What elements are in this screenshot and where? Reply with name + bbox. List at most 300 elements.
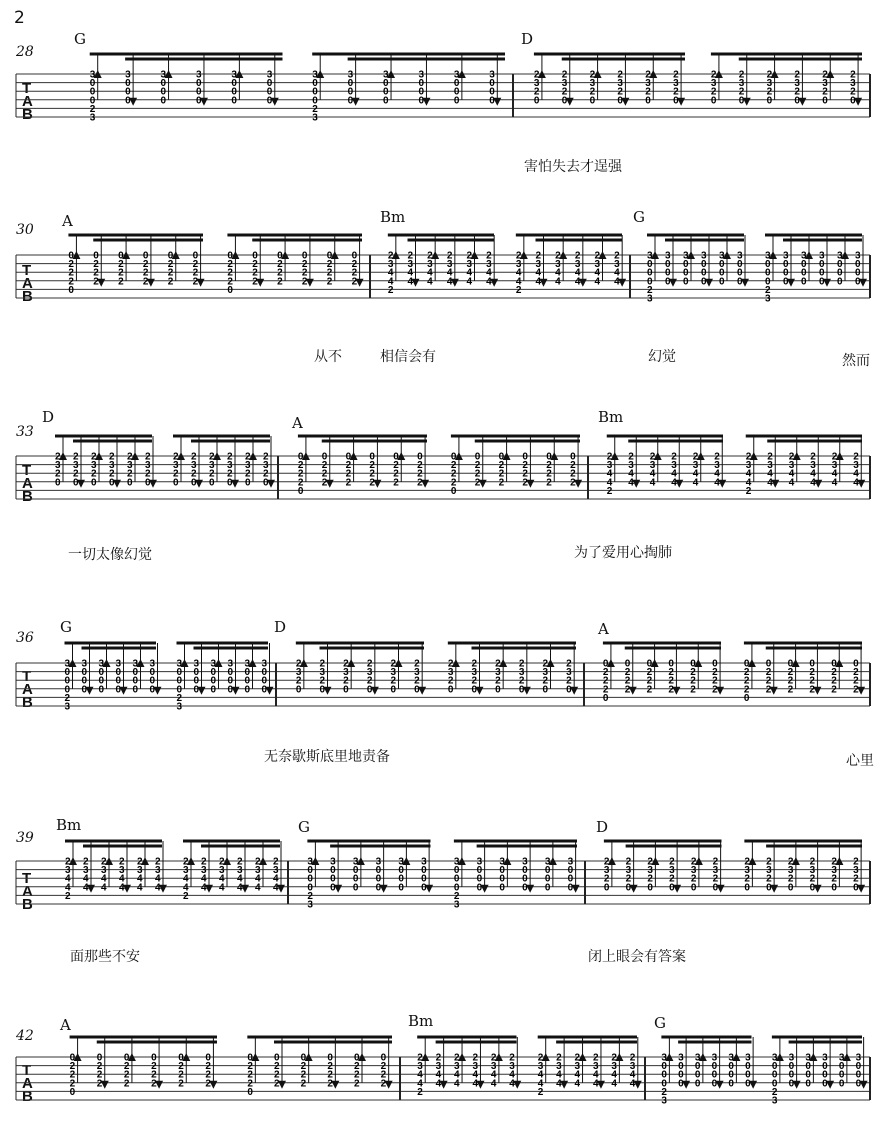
fret-number: 3: [629, 1061, 636, 1073]
fret-number: 4: [387, 276, 394, 288]
fret-number: 0: [167, 250, 174, 262]
fret-number: 0: [743, 692, 750, 704]
fret-number: 0: [476, 873, 483, 885]
fret-number: 4: [490, 1078, 497, 1090]
fret-number: 3: [647, 293, 653, 305]
fret-number: 3: [855, 1052, 862, 1064]
fret-number: 0: [745, 1078, 751, 1090]
fret-number: 0: [231, 86, 237, 98]
fret-number: 2: [137, 856, 143, 868]
fret-number: 3: [805, 1052, 811, 1064]
fret-number: 2: [765, 675, 772, 687]
fret-number: 2: [745, 451, 752, 463]
fret-number: 0: [518, 684, 525, 696]
fret-number: 0: [297, 451, 304, 463]
fret-number: 2: [624, 675, 631, 687]
fret-number: 2: [647, 873, 653, 885]
fret-number: 3: [788, 1052, 795, 1064]
fret-number: 0: [765, 267, 771, 279]
fret-number: 0: [712, 882, 719, 894]
fret-number: 0: [546, 451, 552, 463]
chord-name: A: [62, 212, 73, 230]
fret-number: 4: [810, 477, 816, 489]
fret-number: 3: [683, 250, 689, 262]
fret-number: 0: [209, 477, 215, 489]
fret-number: 4: [649, 468, 656, 480]
fret-number: 2: [297, 468, 304, 480]
fret-number: 2: [277, 259, 283, 271]
fret-number: 2: [831, 675, 837, 687]
fret-number: 0: [64, 675, 71, 687]
fret-number: 3: [237, 865, 243, 877]
fret-number: 3: [794, 78, 800, 90]
fret-number: 3: [273, 865, 279, 877]
fret-number: 2: [495, 675, 501, 687]
fret-number: 4: [810, 468, 816, 480]
fret-number: 0: [301, 250, 308, 262]
fret-number: 2: [787, 873, 794, 885]
fret-number: 0: [210, 675, 217, 687]
fret-number: 2: [55, 468, 61, 480]
fret-number: 0: [244, 684, 251, 696]
fret-number: 3: [694, 1052, 701, 1064]
fret-number: 2: [617, 69, 623, 81]
fret-number: 2: [295, 675, 302, 687]
fret-number: 4: [219, 873, 225, 885]
fret-number: 0: [352, 882, 359, 894]
fret-number: 3: [701, 250, 707, 262]
fret-number: 3: [89, 112, 96, 124]
fret-number: 0: [231, 95, 237, 107]
fret-number: 4: [628, 477, 634, 489]
fret-number: 2: [89, 103, 96, 115]
chord-name: Bm: [598, 408, 624, 426]
fret-number: 0: [132, 684, 139, 696]
fret-number: 0: [312, 78, 318, 90]
fret-number: 0: [55, 477, 61, 489]
fret-number: 2: [369, 477, 375, 489]
fret-number: 4: [237, 873, 243, 885]
fret-number: 2: [671, 451, 677, 463]
fret-number: 2: [561, 86, 568, 98]
fret-number: 2: [515, 284, 522, 296]
fret-number: 2: [809, 667, 815, 679]
fret-number: 2: [191, 468, 197, 480]
fret-number: 0: [819, 276, 825, 288]
fret-number: 2: [414, 675, 420, 687]
fret-number: 0: [447, 684, 454, 696]
fret-number: 0: [297, 485, 304, 497]
fret-number: 4: [435, 1078, 442, 1090]
fret-number: 4: [417, 1078, 423, 1090]
fret-number: 2: [690, 675, 696, 687]
fret-number: 0: [321, 451, 328, 463]
fret-number: 0: [195, 78, 202, 90]
fret-number: 4: [628, 468, 634, 480]
fret-number: 2: [354, 1069, 360, 1081]
fret-number: 4: [853, 477, 859, 489]
fret-number: 2: [831, 684, 837, 696]
fret-number: 0: [375, 865, 382, 877]
fret-number: 0: [383, 78, 389, 90]
fret-number: 0: [647, 259, 653, 271]
fret-number: 2: [831, 667, 837, 679]
fret-number: 0: [312, 86, 318, 98]
fret-number: 2: [273, 856, 279, 868]
fret-number: 3: [594, 259, 601, 271]
tab-clef: T A B: [22, 262, 33, 305]
fret-number: 0: [176, 684, 183, 696]
fret-number: 3: [566, 667, 572, 679]
fret-number: 0: [160, 78, 167, 90]
fret-number: 2: [466, 250, 473, 262]
fret-number: 2: [766, 69, 773, 81]
fret-number: 4: [535, 267, 542, 279]
fret-number: 0: [765, 259, 771, 271]
fret-number: 2: [546, 468, 552, 480]
fret-number: 4: [671, 477, 677, 489]
fret-number: 4: [649, 477, 656, 489]
fret-number: 0: [380, 1052, 387, 1064]
fret-number: 4: [537, 1078, 544, 1090]
fret-number: 4: [574, 1069, 581, 1081]
fret-number: 2: [624, 684, 631, 696]
fret-number: 2: [474, 460, 481, 472]
fret-number: 0: [421, 882, 427, 894]
fret-number: 2: [369, 468, 375, 480]
fret-number: 3: [712, 865, 719, 877]
fret-number: 2: [787, 684, 794, 696]
fret-number: 0: [624, 658, 631, 670]
fret-number: 0: [274, 1052, 280, 1064]
fret-number: 0: [743, 658, 750, 670]
fret-number: 2: [668, 667, 674, 679]
fret-number: 2: [628, 451, 634, 463]
fret-number: 2: [369, 460, 375, 472]
fret-number: 3: [489, 69, 495, 81]
fret-number: 0: [738, 95, 745, 107]
fret-number: 0: [231, 78, 237, 90]
fret-number: 0: [476, 865, 483, 877]
fret-number: 0: [115, 684, 122, 696]
fret-number: 0: [375, 873, 382, 885]
fret-number: 4: [427, 276, 433, 288]
fret-number: 3: [822, 78, 828, 90]
fret-number: 2: [295, 658, 302, 670]
fret-number: 2: [629, 1052, 636, 1064]
fret-number: 2: [766, 856, 772, 868]
fret-number: 3: [771, 1052, 778, 1064]
fret-number: 0: [89, 95, 96, 107]
fret-number: 2: [853, 451, 859, 463]
fret-number: 0: [300, 1052, 307, 1064]
fret-number: 3: [853, 865, 859, 877]
fret-number: 4: [201, 882, 207, 894]
fret-number: 3: [160, 69, 167, 81]
fret-number: 2: [787, 675, 794, 687]
fret-number: 0: [421, 873, 427, 885]
fret-number: 0: [647, 882, 653, 894]
lyric: 心里: [846, 753, 874, 769]
fret-number: 0: [266, 86, 273, 98]
fret-number: 2: [123, 1078, 130, 1090]
fret-number: 2: [566, 675, 572, 687]
fret-number: 0: [109, 477, 115, 489]
fret-number: 2: [738, 69, 745, 81]
fret-number: 2: [307, 890, 313, 902]
fret-number: 0: [81, 675, 88, 687]
fret-number: 0: [522, 865, 528, 877]
fret-number: 3: [737, 250, 743, 262]
fret-number: 0: [544, 865, 551, 877]
fret-number: 2: [589, 69, 596, 81]
fret-number: 0: [345, 451, 352, 463]
fret-number: 3: [55, 460, 61, 472]
fret-number: 0: [602, 692, 609, 704]
fret-number: 2: [794, 69, 800, 81]
fret-number: 0: [589, 95, 596, 107]
fret-number: 2: [205, 1069, 211, 1081]
fret-number: 3: [855, 250, 861, 262]
fret-number: 0: [227, 284, 233, 296]
fret-number: 0: [855, 267, 861, 279]
fret-number: 2: [393, 460, 399, 472]
fret-number: 0: [499, 873, 505, 885]
tab-clef: T A B: [22, 870, 33, 913]
fret-number: 2: [474, 468, 481, 480]
fret-number: 3: [173, 460, 179, 472]
fret-number: 0: [499, 882, 505, 894]
fret-number: 2: [850, 86, 856, 98]
fret-number: 0: [277, 250, 283, 262]
fret-number: 2: [766, 86, 773, 98]
chord-name: Bm: [408, 1012, 434, 1030]
fret-number: 2: [810, 451, 816, 463]
fret-number: 3: [407, 259, 414, 271]
measure-number: 33: [16, 424, 34, 440]
fret-number: 0: [665, 259, 671, 271]
fret-number: 2: [167, 267, 174, 279]
fret-number: 2: [73, 468, 79, 480]
fret-number: 3: [661, 1052, 667, 1064]
fret-number: 0: [244, 667, 251, 679]
fret-number: 0: [678, 1069, 684, 1081]
fret-number: 2: [743, 675, 750, 687]
fret-number: 3: [614, 259, 620, 271]
chord-name: D: [596, 818, 609, 836]
fret-number: 3: [853, 460, 859, 472]
fret-number: 2: [69, 1061, 76, 1073]
fret-number: 0: [838, 1061, 845, 1073]
fret-number: 0: [831, 882, 837, 894]
fret-number: 0: [312, 95, 318, 107]
fret-number: 3: [89, 69, 96, 81]
fret-number: 3: [119, 865, 125, 877]
fret-number: 0: [352, 873, 359, 885]
fret-number: 2: [589, 86, 596, 98]
fret-number: 3: [115, 658, 122, 670]
fret-number: 4: [255, 873, 261, 885]
fret-number: 2: [142, 259, 149, 271]
fret-number: 3: [387, 259, 394, 271]
fret-number: 2: [570, 468, 576, 480]
fret-number: 2: [201, 856, 207, 868]
tab-clef: T A B: [22, 1062, 33, 1105]
fret-number: 0: [151, 1052, 157, 1064]
fret-number: 2: [509, 1052, 515, 1064]
fret-number: 0: [665, 276, 671, 288]
fret-number: 0: [173, 477, 179, 489]
fret-number: 3: [692, 460, 699, 472]
fret-number: 0: [542, 684, 549, 696]
fret-number: 0: [369, 451, 375, 463]
fret-number: 3: [714, 460, 720, 472]
fret-number: 0: [450, 485, 457, 497]
fret-number: 4: [454, 1069, 460, 1081]
fret-number: 2: [690, 856, 697, 868]
fret-number: 0: [489, 86, 495, 98]
fret-number: 4: [65, 882, 71, 894]
fret-number: 0: [81, 684, 88, 696]
fret-number: 2: [617, 86, 623, 98]
fret-number: 2: [69, 1069, 76, 1081]
fret-number: 2: [366, 675, 373, 687]
fret-number: 3: [219, 865, 225, 877]
fret-number: 2: [831, 873, 837, 885]
fret-number: 2: [712, 856, 719, 868]
fret-number: 0: [89, 86, 96, 98]
fret-number: 3: [567, 856, 574, 868]
fret-number: 0: [195, 95, 202, 107]
fret-number: 0: [567, 873, 574, 885]
fret-number: 2: [690, 667, 696, 679]
fret-number: 0: [570, 451, 576, 463]
fret-number: 4: [472, 1078, 479, 1090]
fret-number: 4: [509, 1069, 515, 1081]
fret-number: 3: [245, 460, 251, 472]
fret-number: 0: [645, 95, 651, 107]
fret-number: 2: [692, 451, 699, 463]
fret-number: 2: [427, 250, 433, 262]
fret-number: 3: [788, 460, 795, 472]
fret-number: 0: [192, 250, 199, 262]
fret-number: 0: [176, 675, 183, 687]
fret-number: 3: [263, 460, 269, 472]
fret-number: 2: [380, 1061, 387, 1073]
fret-number: 0: [701, 259, 707, 271]
fret-number: 0: [737, 259, 743, 271]
fret-number: 2: [345, 468, 352, 480]
fret-number: 3: [556, 1061, 562, 1073]
fret-number: 3: [647, 865, 653, 877]
fret-number: 0: [602, 658, 609, 670]
fret-number: 0: [766, 882, 772, 894]
fret-number: 3: [417, 1061, 423, 1073]
fret-number: 2: [446, 250, 453, 262]
fret-number: 3: [472, 1061, 479, 1073]
fret-number: 4: [592, 1069, 599, 1081]
fret-number: 0: [245, 477, 251, 489]
fret-number: 0: [68, 284, 74, 296]
fret-number: 2: [319, 675, 326, 687]
fret-number: 2: [300, 1078, 307, 1090]
fret-number: 2: [326, 259, 333, 271]
fret-number: 3: [745, 1052, 751, 1064]
fret-number: 4: [788, 477, 795, 489]
fret-number: 0: [210, 684, 217, 696]
fret-number: 3: [787, 865, 794, 877]
fret-number: 3: [535, 259, 542, 271]
fret-number: 0: [495, 684, 501, 696]
fret-number: 0: [347, 78, 354, 90]
fret-number: 0: [701, 276, 707, 288]
fret-number: 0: [855, 1078, 862, 1090]
fret-number: 0: [474, 451, 481, 463]
fret-number: 0: [711, 1061, 718, 1073]
fret-number: 4: [767, 468, 773, 480]
chord-name: G: [633, 208, 645, 226]
fret-number: 3: [810, 460, 816, 472]
fret-number: 3: [544, 856, 551, 868]
fret-number: 3: [446, 259, 453, 271]
fret-number: 3: [193, 658, 200, 670]
fret-number: 4: [446, 276, 453, 288]
fret-number: 4: [606, 477, 613, 489]
fret-number: 2: [321, 460, 328, 472]
fret-number: 2: [661, 1086, 667, 1098]
fret-number: 0: [665, 267, 671, 279]
fret-number: 0: [771, 1061, 778, 1073]
fret-number: 3: [678, 1052, 684, 1064]
fret-number: 0: [383, 95, 389, 107]
fret-number: 3: [838, 1052, 845, 1064]
fret-number: 3: [64, 658, 71, 670]
fret-number: 4: [446, 267, 453, 279]
fret-number: 2: [853, 856, 859, 868]
fret-number: 0: [160, 86, 167, 98]
fret-number: 0: [745, 1069, 751, 1081]
fret-number: 3: [555, 259, 561, 271]
lyric: 害怕失去才逞强: [524, 159, 622, 175]
fret-number: 0: [261, 684, 268, 696]
fret-number: 2: [327, 1069, 333, 1081]
fret-number: 2: [515, 250, 522, 262]
fret-number: 4: [65, 873, 71, 885]
fret-number: 3: [421, 856, 427, 868]
fret-number: 0: [98, 675, 105, 687]
fret-number: 0: [414, 684, 420, 696]
fret-number: 2: [647, 856, 653, 868]
fret-number: 3: [209, 460, 215, 472]
fret-number: 2: [380, 1069, 387, 1081]
fret-number: 0: [125, 86, 131, 98]
fret-number: 2: [227, 451, 233, 463]
fret-number: 0: [745, 1061, 751, 1073]
fret-number: 4: [535, 276, 542, 288]
measure-number: 36: [16, 630, 34, 646]
fret-number: 0: [744, 882, 750, 894]
fret-number: 2: [649, 451, 656, 463]
fret-number: 4: [611, 1078, 617, 1090]
fret-number: 3: [476, 856, 483, 868]
fret-number: 4: [83, 882, 89, 894]
fret-number: 3: [837, 250, 843, 262]
fret-number: 2: [710, 69, 717, 81]
fret-number: 0: [347, 95, 354, 107]
measure-number: 39: [16, 830, 34, 846]
fret-number: 3: [850, 78, 856, 90]
fret-number: 2: [646, 667, 653, 679]
